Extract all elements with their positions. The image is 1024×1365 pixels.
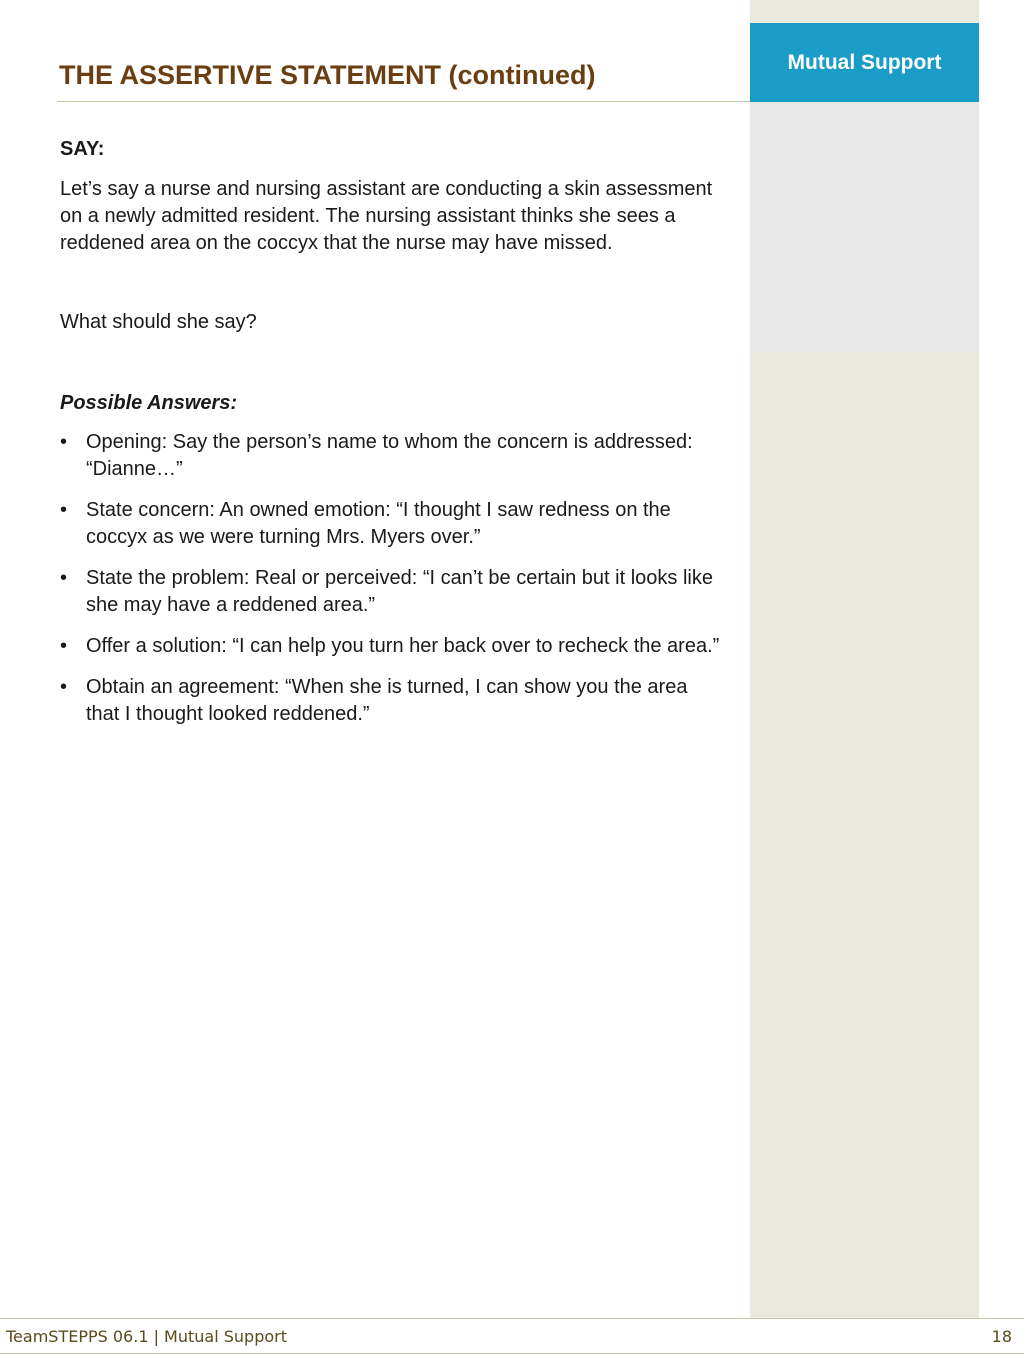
- footer-divider-bottom: [0, 1353, 1024, 1354]
- bullet-icon: •: [60, 431, 68, 453]
- answer-item: [60, 633, 722, 660]
- footer-text: TeamSTEPPS 06.1 | Mutual Support: [6, 1327, 287, 1346]
- bullet-icon: •: [60, 499, 68, 521]
- title-divider: [57, 101, 750, 102]
- main-content: [60, 136, 722, 742]
- bullet-icon: •: [60, 635, 68, 657]
- answer-item: [60, 674, 722, 728]
- page-number: 18: [991, 1327, 1012, 1346]
- answer-item: [60, 497, 722, 551]
- sidebar-notes-box: [750, 103, 979, 352]
- answer-item: [60, 565, 722, 619]
- answer-item: [60, 429, 722, 483]
- page-title: THE ASSERTIVE STATEMENT (continued): [59, 60, 596, 90]
- section-tab: Mutual Support: [750, 23, 979, 102]
- say-label: SAY:: [60, 138, 105, 160]
- bullet-icon: •: [60, 676, 68, 698]
- footer-divider-top: [0, 1318, 1024, 1319]
- question-text: What should she say?: [60, 311, 257, 333]
- answers-heading: Possible Answers:: [60, 392, 238, 414]
- answer-text: State the problem: Real or perceived: “I can’t be certain but it looks like she may have a reddened area.”: [86, 567, 713, 616]
- answer-text: Offer a solution: “I can help you turn her back over to recheck the area.”: [86, 635, 720, 657]
- intro-paragraph: Let’s say a nurse and nursing assistant are conducting a skin assessment on a newly admitted resident. The nursing assistant thinks she sees a reddened area on the coccyx that the nurse may have missed.: [60, 178, 713, 254]
- bullet-icon: •: [60, 567, 68, 589]
- answer-text: State concern: An owned emotion: “I thought I saw redness on the coccyx as we were turning Mrs. Myers over.”: [86, 499, 671, 548]
- answer-text: Opening: Say the person’s name to whom the concern is addressed: “Dianne…”: [86, 431, 693, 480]
- answer-list: [60, 429, 722, 728]
- answer-text: Obtain an agreement: “When she is turned, I can show you the area that I thought looked reddened.”: [86, 676, 688, 725]
